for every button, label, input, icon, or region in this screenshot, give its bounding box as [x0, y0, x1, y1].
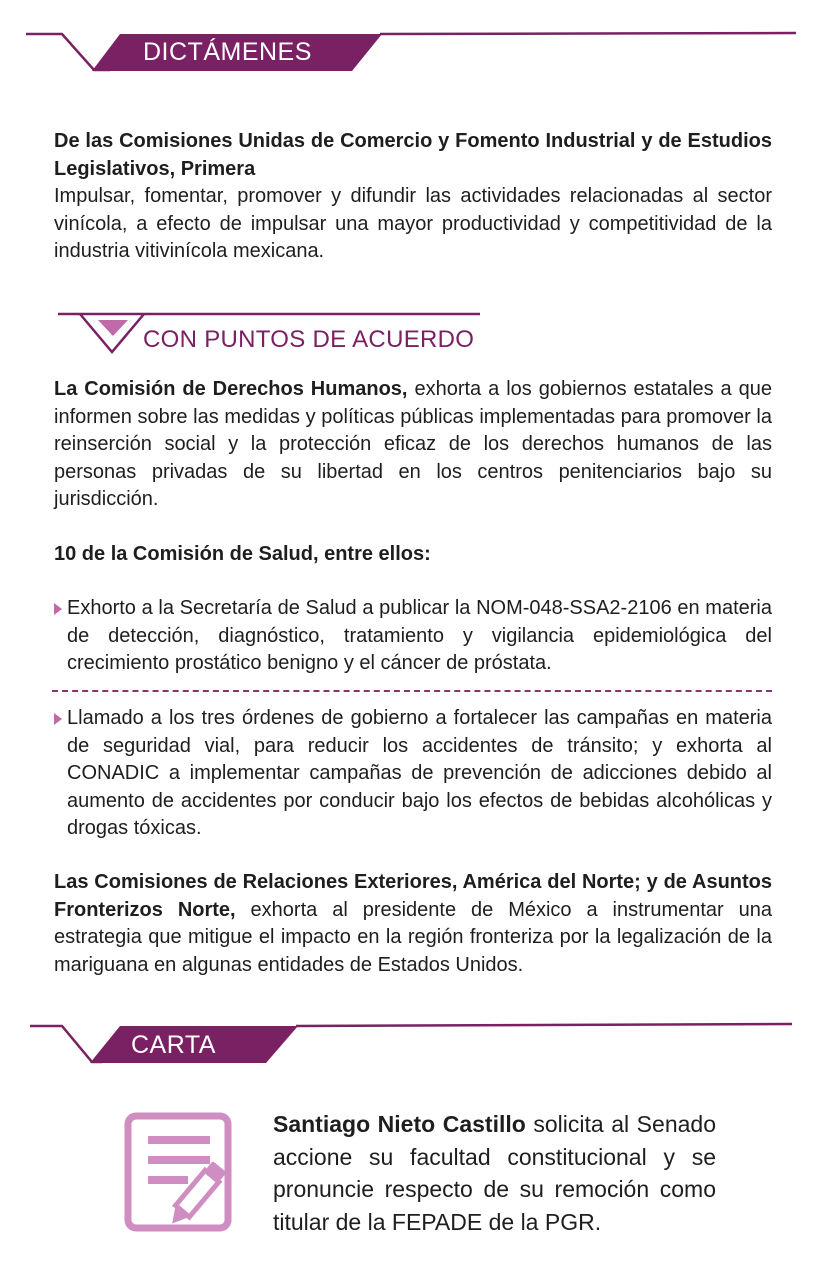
- salud-bullet-1: [54, 595, 772, 678]
- section-title-dictamenes: DICTÁMENES: [143, 38, 312, 66]
- carta-text: [273, 1108, 716, 1238]
- header-banner-shape: [0, 28, 825, 76]
- dictamen-heading: De las Comisiones Unidas de Comercio y Fomento Industrial y de Estudios Legislativos, Primera: [54, 130, 772, 180]
- bullet-triangle-icon: [54, 603, 62, 615]
- carta-body: solicita al Senado accione su facultad constitucional y se pronuncie respecto de su remoción como titular de la FEPADE de la PGR.: [273, 1111, 716, 1235]
- dictamenes-header: [0, 28, 825, 76]
- salud-heading: 10 de la Comisión de Salud, entre ellos:: [54, 543, 431, 565]
- bullet-text: Llamado a los tres órdenes de gobierno a fortalecer las campañas en materia de seguridad vial, para reducir los accidentes de tránsito; y exhorta al CONADIC a implementar campañas de prevención de adicciones debido al aumento de accidentes por conducir bajo los efectos de bebidas alcohólicas y drogas tóxicas.: [67, 707, 772, 839]
- punto-derechos-bold: La Comisión de Derechos Humanos,: [54, 378, 408, 400]
- carta-bold: Santiago Nieto Castillo: [273, 1111, 526, 1137]
- punto-relaciones-exteriores: [54, 869, 772, 979]
- punto-derechos-text: exhorta a los gobiernos estatales a que informen sobre las medidas y políticas públicas implementadas para promover la reinserción social y la protección eficaz de los derechos humanos de las personas privadas de su libertad en los centros penitenciarios bajo su jurisdicción.: [54, 378, 772, 510]
- salud-bullet-2: [54, 705, 772, 843]
- section-title-puntos: CON PUNTOS DE ACUERDO: [143, 326, 475, 353]
- header-banner-shape: [0, 1022, 825, 1066]
- section-title-carta: CARTA: [131, 1031, 216, 1059]
- dashed-divider: [52, 690, 772, 692]
- punto-derechos-humanos: [54, 376, 772, 514]
- dictamen-item: [54, 128, 772, 266]
- salud-heading-block: [54, 541, 772, 569]
- bullet-text: Exhorto a la Secretaría de Salud a publicar la NOM-048-SSA2-2106 en materia de detección, diagnóstico, tratamiento y vigilancia epidemiológica del crecimiento prostático benigno y el cáncer de próstata.: [67, 597, 772, 674]
- puntos-header: [0, 312, 825, 358]
- punto-relaciones-text: exhorta al presidente de México a instrumentar una estrategia que mitigue el impacto en la región fronteriza por la legalización de la mariguana en algunas entidades de Estados Unidos.: [54, 898, 772, 976]
- document-edit-icon: [124, 1112, 248, 1236]
- punto-relaciones-bold: Las Comisiones de Relaciones Exteriores, América del Norte; y de Asuntos Fronterizos Norte,: [54, 871, 772, 921]
- dictamen-body: Impulsar, fomentar, promover y difundir las actividades relacionadas al sector vinícola, a efecto de impulsar una mayor productividad y competitividad de la industria vitivinícola mexicana.: [54, 185, 772, 262]
- carta-header: [0, 1022, 825, 1066]
- bullet-triangle-icon: [54, 713, 62, 725]
